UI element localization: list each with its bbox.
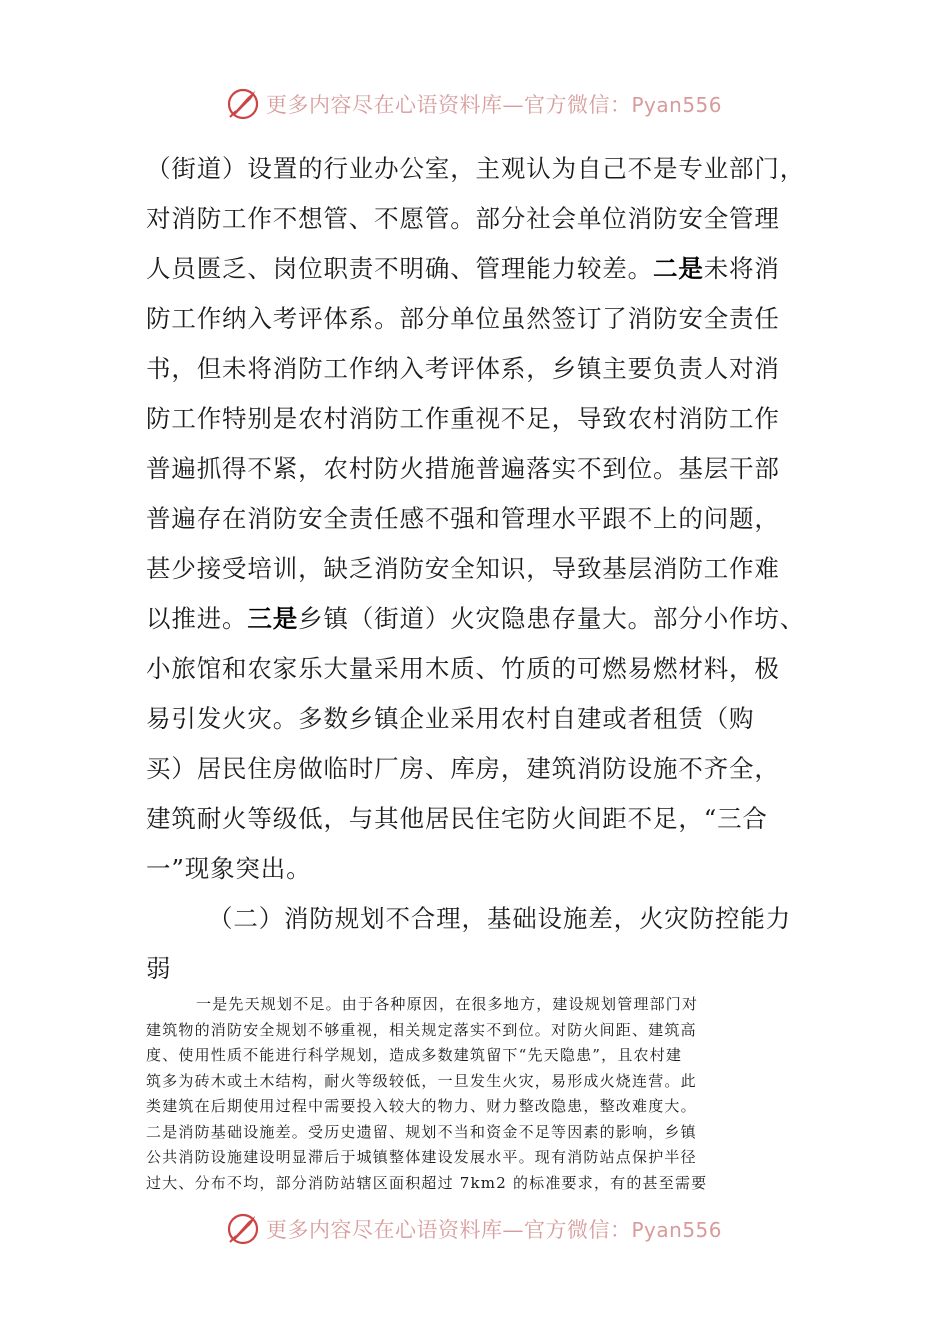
text-run: （二）消防规划不合理，基础设施差，火灾防控能力 bbox=[208, 904, 792, 933]
text-run: 普遍抓得不紧，农村防火措施普遍落实不到位。基层干部 bbox=[146, 454, 780, 483]
text-run: 书，但未将消防工作纳入考评体系，乡镇主要负责人对消 bbox=[146, 354, 780, 383]
quill-pen-logo-icon bbox=[226, 87, 260, 121]
text-line bbox=[146, 752, 806, 802]
text-line bbox=[146, 702, 806, 752]
text-run: 小旅馆和农家乐大量采用木质、竹质的可燃易燃材料，极 bbox=[146, 654, 780, 683]
text-line bbox=[146, 152, 806, 202]
text-run: 易引发火灾。多数乡镇企业采用农村自建或者租赁（购 bbox=[146, 704, 755, 733]
text-run: （街道）设置的行业办公室，主观认为自己不是专业部门， bbox=[146, 154, 806, 183]
text-line bbox=[146, 852, 806, 902]
text-run: 弱 bbox=[146, 954, 172, 983]
text-run: 乡镇（街道）火灾隐患存量大。部分小作坊、 bbox=[298, 604, 806, 633]
text-line bbox=[146, 652, 806, 702]
small-text-line: 建筑物的消防安全规划不够重视，相关规定落实不到位。对防火间距、建筑高 bbox=[146, 1020, 697, 1039]
bold-marker: 三是 bbox=[247, 604, 299, 633]
small-text-line: 一是先天规划不足。由于各种原因，在很多地方，建设规划管理部门对 bbox=[196, 995, 699, 1013]
small-text-body bbox=[146, 993, 806, 1197]
text-run: 建筑耐火等级低，与其他居民住宅防火间距不足，“三合 bbox=[146, 804, 768, 833]
text-run: 人员匮乏、岗位职责不明确、管理能力较差。 bbox=[146, 254, 653, 283]
text-line bbox=[146, 202, 806, 252]
text-run: 以推进。 bbox=[146, 604, 248, 633]
bold-marker: 二是 bbox=[653, 254, 704, 283]
banner-text: 更多内容尽在心语资料库—官方微信：Pyan556 bbox=[266, 93, 723, 117]
text-line bbox=[146, 902, 806, 952]
small-text-line: 度、使用性质不能进行科学规划，造成多数建筑留下“先天隐患”，且农村建 bbox=[146, 1046, 683, 1064]
text-run: 对消防工作不想管、不愿管。部分社会单位消防安全管理 bbox=[146, 204, 780, 233]
text-line bbox=[146, 552, 806, 602]
text-line bbox=[146, 502, 806, 552]
text-run: 甚少接受培训，缺乏消防安全知识，导致基层消防工作难 bbox=[146, 554, 780, 583]
text-line bbox=[146, 802, 806, 852]
text-run: 防工作特别是农村消防工作重视不足，导致农村消防工作 bbox=[146, 404, 780, 433]
wechat-id: Pyan556 bbox=[631, 93, 723, 117]
small-text-line: 筑多为砖木或土木结构，耐火等级较低，一旦发生火灾，易形成火烧连营。此 bbox=[146, 1071, 697, 1090]
text-run: 买）居民住房做临时厂房、库房，建筑消防设施不齐全， bbox=[146, 754, 780, 783]
text-line bbox=[146, 252, 806, 302]
text-line bbox=[146, 302, 806, 352]
text-run: 普遍存在消防安全责任感不强和管理水平跟不上的问题， bbox=[146, 504, 780, 533]
small-text-line: 公共消防设施建设明显滞后于城镇整体建设发展水平。现有消防站点保护半径 bbox=[146, 1148, 697, 1166]
small-text-line: 过大、分布不均，部分消防站辖区面积超过 7km2 的标准要求，有的甚至需要 bbox=[146, 1173, 708, 1192]
text-line bbox=[146, 352, 806, 402]
text-line bbox=[146, 602, 806, 652]
small-text-line: 二是消防基础设施差。受历史遗留、规划不当和资金不足等因素的影响，乡镇 bbox=[146, 1122, 697, 1141]
wechat-id: Pyan556 bbox=[631, 1218, 723, 1242]
text-run: 未将消 bbox=[703, 254, 780, 283]
footer-watermark-banner bbox=[226, 1209, 726, 1249]
banner-text: 更多内容尽在心语资料库—官方微信：Pyan556 bbox=[266, 1218, 723, 1242]
quill-pen-logo-icon bbox=[226, 1212, 260, 1246]
small-text-line: 类建筑在后期使用过程中需要投入较大的物力、财力整改隐患，整改难度大。 bbox=[146, 1097, 697, 1115]
text-line bbox=[146, 452, 806, 502]
text-line bbox=[146, 402, 806, 452]
main-text-body bbox=[146, 152, 806, 1002]
header-watermark-banner bbox=[226, 84, 726, 124]
text-run: 一”现象突出。 bbox=[146, 854, 312, 883]
text-run: 防工作纳入考评体系。部分单位虽然签订了消防安全责任 bbox=[146, 304, 780, 333]
